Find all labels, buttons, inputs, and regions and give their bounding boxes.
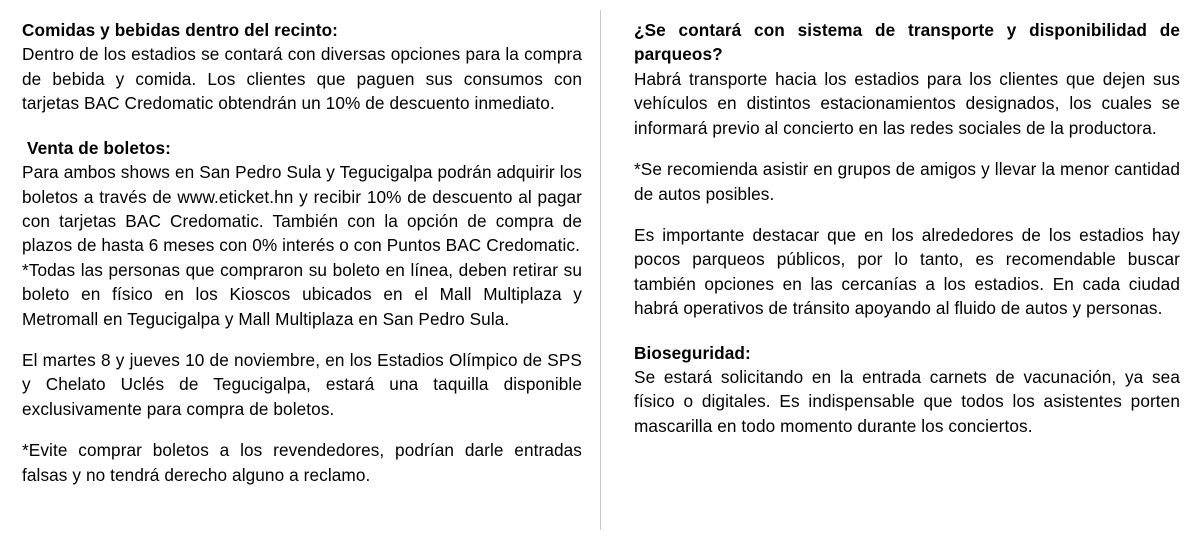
ticket-sales-body-online: Para ambos shows en San Pedro Sula y Tegucigalpa podrán adquirir los boletos a través de www.eticket.hn y recibir 10% de descuento al pagar con tarjetas BAC Credomatic. También con la opción de compra de plazos de hasta 6 meses con 0% interés o con Puntos BAC Credomatic. (22, 162, 582, 256)
transport-body-shuttles: Habrá transporte hacia los estadios para los clientes que dejen sus vehículos en distintos estacionamientos designados, los cuales se informará previo al concierto en las redes sociales de la productora. (634, 68, 1180, 138)
section-ticket-sales (22, 136, 582, 487)
right-column (600, 0, 1200, 540)
food-and-drinks-heading: Comidas y bebidas dentro del recinto: (22, 20, 338, 40)
spacer (634, 140, 1180, 157)
section-transport-and-parking (634, 18, 1180, 321)
spacer (22, 331, 582, 348)
biosecurity-body: Se estará solicitando en la entrada carnets de vacunación, ya sea físico o digitales. Es indispensable que todos los asistentes porten mascarilla en todo momento durante los conciertos. (634, 367, 1180, 436)
ticket-sales-body-box-office: El martes 8 y jueves 10 de noviembre, en los Estadios Olímpico de SPS y Chelato Uclés de Tegucigalpa, estará una taquilla disponible exclusivamente para compra de boletos. (22, 350, 582, 419)
food-and-drinks-body: Dentro de los estadios se contará con diversas opciones para la compra de bebida y comida. Los clientes que paguen sus consumos con tarjetas BAC Credomatic obtendrán un 10% de descuento inmediato. (22, 44, 582, 114)
biosecurity-heading: Bioseguridad: (634, 342, 751, 363)
transport-and-parking-heading: ¿Se contará con sistema de transporte y disponibilidad de parqueos? (634, 20, 1180, 65)
ticket-sales-heading: Venta de boletos: (27, 137, 171, 158)
spacer (22, 116, 582, 136)
transport-body-public-parking: Es importante destacar que en los alrededores de los estadios hay pocos parqueos públicos, por lo tanto, es recomendable buscar también opciones en las cercanías a los estadios. En cada ciudad habrá operativos de tránsito apoyando al fluido de autos y personas. (634, 224, 1180, 319)
transport-body-recommendation: *Se recomienda asistir en grupos de amigos y llevar la menor cantidad de autos posibles. (634, 159, 1180, 204)
spacer (634, 321, 1180, 341)
section-biosecurity (634, 341, 1180, 439)
ticket-sales-body-kiosks: *Todas las personas que compraron su boleto en línea, deben retirar su boleto en físico en los Kioscos ubicados en el Mall Multiplaza y Metromall en Tegucigalpa y Mall Multiplaza en San Pedro Sula. (22, 259, 582, 329)
spacer (634, 206, 1180, 223)
ticket-sales-body-warning: *Evite comprar boletos a los revendedores, podrían darle entradas falsas y no tendrá derecho alguno a reclamo. (22, 440, 582, 485)
section-food-and-drinks (22, 18, 582, 116)
spacer (22, 421, 582, 438)
column-divider (600, 10, 601, 530)
